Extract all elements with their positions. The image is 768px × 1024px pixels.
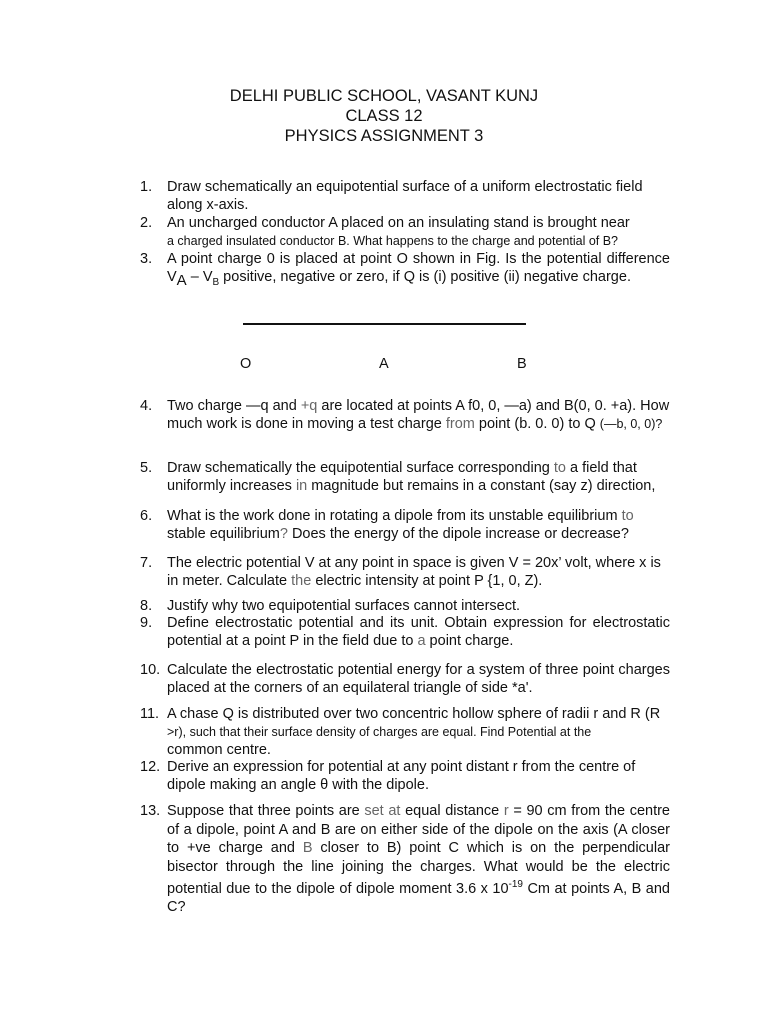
question-line: common centre. [167,742,271,758]
question-segment: What is the work done in rotating a dipole from its unstable equilibrium [167,508,622,524]
question-segment: to [621,508,634,524]
question-segment: from [445,416,475,432]
question-13 [140,802,670,917]
question-segment: positive, negative or zero, if Q is (i) positive (ii) negative charge. [219,269,631,285]
question-text [167,459,670,495]
question-number: 12. [140,759,161,775]
question-segment: Define electrostatic potential and its unit. Obtain expression for electrostatic potential at a point P in the field due to [167,615,670,649]
question-segment: a [417,633,426,649]
question-line: An uncharged conductor A placed on an insulating stand is brought near [167,215,630,231]
question-segment: magnitude but remains in a constant (say z) direction, [307,478,656,494]
class-label: CLASS 12 [345,107,423,125]
question-line: >r), such that their surface density of charges are equal. Find Potential at the [167,725,592,739]
subscript: B [212,276,220,288]
question-8 [140,597,670,615]
question-text: Justify why two equipotential surfaces cannot intersect. [167,598,521,614]
subscript: A [176,272,187,289]
question-segment: equal distance [400,803,504,819]
question-text [167,802,670,917]
question-text [167,250,670,292]
question-segment: Draw schematically the equipotential surface corresponding [167,460,554,476]
question-segment: to [553,460,566,476]
question-segment: A point charge 0 is placed at point O shown in Fig. Is the potential difference V [167,251,670,285]
school-name: DELHI PUBLIC SCHOOL, VASANT KUNJ [229,87,539,105]
question-segment: in [295,478,308,494]
question-number: 11. [140,706,160,722]
question-number: 6. [140,508,153,524]
point-o-label: O [240,356,252,372]
question-segment: = 90 cm from the centre of a dipole, point A and B are on either side of the dipole on the axis (A closer to +ve charge and [167,803,670,856]
question-11 [140,705,670,759]
question-text [167,397,670,433]
question-number: 7. [140,555,153,571]
question-6 [140,507,670,543]
question-segment: – [186,269,203,285]
question-text [167,705,670,759]
question-number: 5. [140,460,153,476]
assignment-title: PHYSICS ASSIGNMENT 3 [284,127,484,145]
question-text [167,507,670,543]
question-10 [140,661,670,697]
question-line: A chase Q is distributed over two concentric hollow sphere of radii r and R (R [167,706,661,722]
question-segment: V [202,269,213,285]
question-number: 1. [140,179,153,195]
question-segment: are located at points A f0, 0, —a) and B(0, 0. +a). How much work is done in moving a test charge [167,398,670,432]
question-text [167,614,670,650]
question-segment: Cm at points A, B and C? [167,880,670,916]
question-segment: ? [279,526,288,542]
question-segment: Suppose that three points are [167,803,365,819]
point-a-label: A [379,356,389,372]
question-segment: stable equilibrium [167,526,280,542]
figure-line [243,323,526,325]
document-header [0,86,768,146]
question-12 [140,758,670,794]
question-text: Derive an expression for potential at any point distant r from the centre of dipole making an angle θ with the dipole. [167,759,636,793]
question-number: 13. [140,803,161,819]
question-1 [140,178,670,214]
question-text [167,214,670,250]
question-segment: The electric potential V at any point in space is given V = 20x’ volt, where x is in meter. Calculate [167,555,661,589]
question-number: 2. [140,215,153,231]
question-segment: point charge. [425,633,514,649]
question-number: 9. [140,615,153,631]
question-number: 3. [140,251,153,267]
question-segment: (—b, 0, 0)? [599,417,663,431]
question-segment: point (b. 0. 0) to Q [474,416,600,432]
point-b-label: B [517,356,527,372]
question-segment: Two charge —q and [167,398,301,414]
question-text [167,554,670,590]
question-number: 10. [140,662,161,678]
question-segment: Does the energy of the dipole increase or decrease? [287,526,629,542]
question-text: Calculate the electrostatic potential energy for a system of three point charges placed at the corners of an equilateral triangle of side *a'. [167,662,670,696]
question-segment: set at [364,803,401,819]
question-segment: +q [300,398,318,414]
question-segment: closer to B) point C which is on the perpendicular bisector through the line joining the charges. What would be the electric potential due to the dipole of dipole moment 3.6 x 10 [167,840,670,897]
question-5 [140,459,670,495]
superscript: -19 [508,879,523,890]
question-segment: r [503,803,509,819]
question-3 [140,250,670,292]
question-segment: electric intensity at point P {1, 0, Z). [311,573,543,589]
question-segment: B [302,840,313,856]
question-segment: the [291,573,312,589]
question-text: Draw schematically an equipotential surface of a uniform electrostatic field along x-axis. [167,179,643,213]
question-number: 8. [140,598,153,614]
question-segment: a field that uniformly increases [167,460,637,494]
question-4 [140,397,670,433]
question-line: a charged insulated conductor B. What happens to the charge and potential of B? [167,234,619,248]
question-9 [140,614,670,650]
question-7 [140,554,670,590]
question-number: 4. [140,398,153,414]
question-2 [140,214,670,250]
